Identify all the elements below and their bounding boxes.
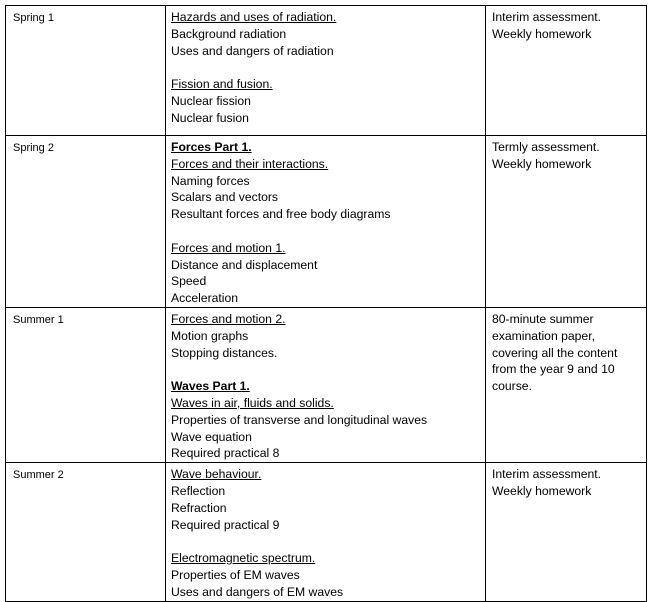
topic-line: Fission and fusion. bbox=[171, 77, 273, 92]
topic-line: Waves in air, fluids and solids. bbox=[171, 395, 334, 410]
assessment-cell bbox=[486, 307, 647, 462]
table-row bbox=[6, 463, 647, 601]
assessment-cell bbox=[486, 136, 647, 308]
topic-line: Forces and their interactions. bbox=[171, 156, 329, 171]
curriculum-table bbox=[5, 5, 647, 602]
term-cell: Summer 2 bbox=[6, 463, 166, 601]
topic-line: Resultant forces and free body diagrams bbox=[171, 207, 391, 222]
term-cell: Spring 1 bbox=[6, 6, 166, 136]
blank-line bbox=[171, 59, 481, 76]
topic-line: Background radiation bbox=[171, 26, 287, 41]
topic-line: Scalars and vectors bbox=[171, 190, 279, 205]
table-row bbox=[6, 6, 647, 136]
topic-line: Uses and dangers of radiation bbox=[171, 43, 334, 58]
topic-line: Distance and displacement bbox=[171, 257, 318, 272]
topic-line: Acceleration bbox=[171, 291, 239, 306]
topic-line: Forces and motion 1. bbox=[171, 240, 286, 255]
topics-cell bbox=[166, 307, 486, 462]
term-cell: Spring 2 bbox=[6, 136, 166, 308]
assessment-line: Termly assessment. bbox=[492, 140, 600, 154]
term-cell: Summer 1 bbox=[6, 307, 166, 462]
topics-cell bbox=[166, 463, 486, 601]
assessment-cell bbox=[486, 463, 647, 601]
topic-line: Wave behaviour. bbox=[171, 467, 262, 482]
topic-line: Naming forces bbox=[171, 173, 250, 188]
topic-line: Refraction bbox=[171, 500, 227, 515]
assessment-line: Interim assessment. bbox=[492, 467, 602, 482]
topic-line: Required practical 8 bbox=[171, 446, 280, 461]
blank-line bbox=[171, 223, 481, 240]
topic-line: Forces Part 1. bbox=[171, 140, 252, 154]
assessment-line: Weekly homework bbox=[492, 26, 592, 41]
table-row bbox=[6, 307, 647, 462]
table-row bbox=[6, 136, 647, 308]
topic-line: Hazards and uses of radiation. bbox=[171, 10, 337, 24]
topic-line: Nuclear fusion bbox=[171, 110, 249, 125]
curriculum-table-body bbox=[6, 6, 647, 602]
assessment-line: 80-minute summer examination paper, covering all the content from the year 9 and 10 course. bbox=[492, 311, 618, 394]
topic-line: Nuclear fission bbox=[171, 93, 251, 108]
blank-line bbox=[171, 533, 481, 550]
topic-line: Electromagnetic spectrum. bbox=[171, 551, 316, 566]
topic-line: Uses and dangers of EM waves bbox=[171, 584, 344, 599]
topic-line: Required practical 9 bbox=[171, 517, 280, 532]
topic-line: Motion graphs bbox=[171, 328, 249, 343]
topic-line: Reflection bbox=[171, 483, 226, 498]
topic-line: Wave equation bbox=[171, 429, 252, 444]
assessment-line: Weekly homework bbox=[492, 156, 592, 171]
assessment-cell bbox=[486, 6, 647, 136]
assessment-line: Weekly homework bbox=[492, 483, 592, 498]
assessment-line: Interim assessment. bbox=[492, 10, 602, 24]
blank-line bbox=[171, 361, 481, 378]
topics-cell bbox=[166, 6, 486, 136]
topic-line: Stopping distances. bbox=[171, 345, 278, 360]
topic-line: Properties of EM waves bbox=[171, 567, 300, 582]
topic-line: Waves Part 1. bbox=[171, 379, 250, 394]
topic-line: Speed bbox=[171, 274, 207, 289]
topic-line: Forces and motion 2. bbox=[171, 311, 286, 326]
topics-cell bbox=[166, 136, 486, 308]
topic-line: Properties of transverse and longitudinal waves bbox=[171, 412, 428, 427]
